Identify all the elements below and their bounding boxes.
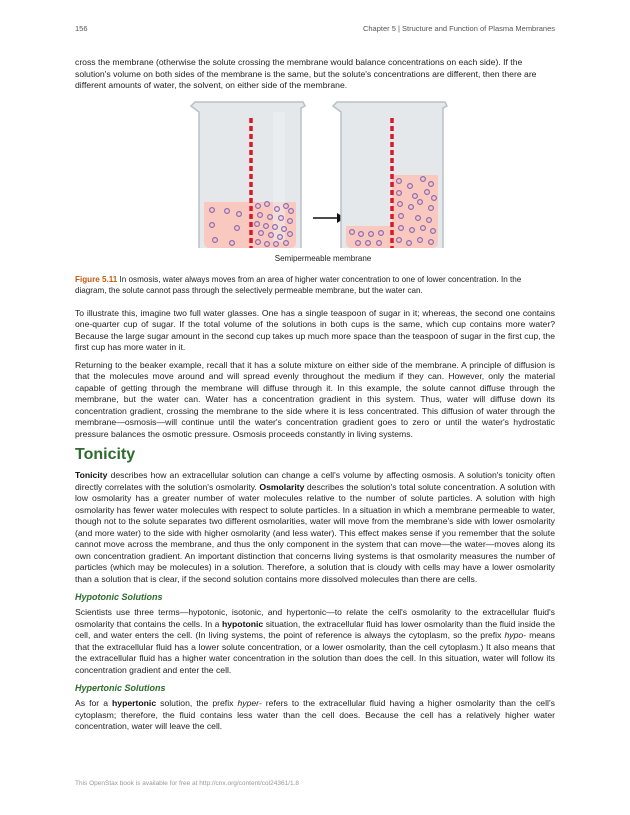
- page-content: [75, 57, 555, 733]
- tonicity-text-1: describes how an extracellular solution can change a cell's volume by affecting osmosis. A solution's tonicity often directly correlates with the solution's osmolarity.: [75, 470, 555, 492]
- chapter-title: Chapter 5 | Structure and Function of Plasma Membranes: [362, 24, 555, 33]
- glass-highlight: [273, 112, 285, 242]
- hypotonic-text-3: means that the extracellular fluid has a lower solute concentration, or a lower osmolarity, than the cell cytoplasm.) It also means that the extracellular fluid has a higher water concentration in the solution than does the cell. In this situation, water will follow its concentration gradient and enter the cell.: [75, 630, 555, 675]
- hypotonic-text-1: Scientists use three terms—hypotonic, isotonic, and hypertonic—to relate the cell's osmolarity to the extracellular fluid's osmolarity that contains the cells. In a: [75, 607, 555, 629]
- membrane-label: Semipermeable membrane: [274, 253, 372, 263]
- tonicity-paragraph: [75, 470, 555, 585]
- section-heading-tonicity: Tonicity: [75, 446, 136, 463]
- page-footer: This OpenStax book is available for free at http://cnx.org/content/col24361/1.8: [75, 780, 300, 787]
- intro-paragraph: cross the membrane (otherwise the solute crossing the membrane would balance concentrations on each side). If the solution's volume on both sides of the membrane is the same, but the solute's concentrations are different, then there are different amounts of water, the solvent, on either side of the membrane.: [75, 57, 537, 90]
- term-osmolarity: Osmolarity: [259, 481, 305, 492]
- hypertonic-text-2: solution, the prefix: [156, 698, 238, 708]
- tonicity-text-2: describes the solution's total solute concentration. A solution with low osmolarity has a greater number of water molecules relative to the number of solute particles. A solution with high osmolarity has fewer water molecules with respect to solute particles. In a situation in which a membrane permeable to water, though not to the solute separates two different osmolarities, water will move from the membrane's side with lower osmolarity (and more water) to the side with higher osmolarity (and less water). This effect makes sense if you remember that the solute cannot move across the membrane, and thus the only component in the system that can move—the water—moves along its own concentration gradient. An important distinction that concerns living systems is that osmolarity measures the number of particles (which may be molecules) in a solution. Therefore, a solution that is cloudy with cells may have a lower osmolarity than a solution that is clear, if the second solution contains more dissolved molecules than there are cells.: [75, 481, 556, 584]
- hypertonic-text-1: As for a: [75, 698, 113, 708]
- hypertonic-text-3: refers to the extracellular fluid having a higher osmolarity than the cell’s cytoplasm; therefore, the fluid contains less water than the cell does. Because the cell has a relatively higher water concentration, water will leave the cell.: [75, 698, 555, 731]
- hypertonic-paragraph: [75, 698, 555, 733]
- term-tonicity: Tonicity: [75, 470, 108, 480]
- osmosis-figure: [75, 98, 555, 263]
- hypotonic-text-2: situation, the extracellular fluid has lower osmolarity than the fluid inside the cell, and water enters the cell. (In living systems, the point of reference is always the cytoplasm, so the prefix: [75, 618, 555, 640]
- figure-caption-text: In osmosis, water always moves from an area of higher water concentration to one of lower concentration. In the diagram, the solute cannot pass through the selectively permeable membrane, but the water can.: [75, 274, 522, 295]
- page-number: 156: [75, 24, 88, 33]
- beaker-before: [191, 102, 305, 248]
- arrow-icon: [313, 213, 345, 223]
- subsection-heading-hypertonic: Hypertonic Solutions: [75, 683, 166, 693]
- beaker-after: [333, 102, 447, 248]
- subsection-heading-hypotonic: Hypotonic Solutions: [75, 592, 163, 602]
- sugar-paragraph: To illustrate this, imagine two full water glasses. One has a single teaspoon of sugar in it; whereas, the second one contains one-quarter cup of sugar. If the total volume of the solutions in both cups is the same, which cup contains more water? Because the large sugar amount in the second cup takes up much more space than the teaspoon of sugar in the first cup, the first cup has more water in it.: [75, 307, 555, 352]
- figure-caption: [75, 274, 555, 296]
- term-hypertonic: hypertonic: [112, 698, 157, 708]
- term-hypotonic: hypotonic: [221, 618, 264, 629]
- prefix-hyper: hyper-: [237, 698, 262, 708]
- hypotonic-paragraph: [75, 607, 555, 676]
- prefix-hypo: hypo-: [504, 630, 527, 640]
- osmosis-diagram: [75, 98, 555, 248]
- figure-label: Figure 5.11: [75, 274, 118, 284]
- beaker-paragraph: Returning to the beaker example, recall that it has a solute mixture on either side of the membrane. A principle of diffusion is that the molecules move around and will spread evenly throughout the medium if they can. However, only the material capable of getting through the membrane will diffuse through it. In this example, the solute cannot diffuse through the membrane, but the water can. Water has a concentration gradient in this system. Thus, water will diffuse down its concentration gradient, crossing the membrane to the side where it is less concentrated. This diffusion of water through the membrane—osmosis—will continue until the water's concentration gradient goes to zero or until the water's hydrostatic pressure balances the osmotic pressure. Osmosis proceeds constantly in living systems.: [75, 359, 555, 439]
- running-header: [75, 24, 555, 38]
